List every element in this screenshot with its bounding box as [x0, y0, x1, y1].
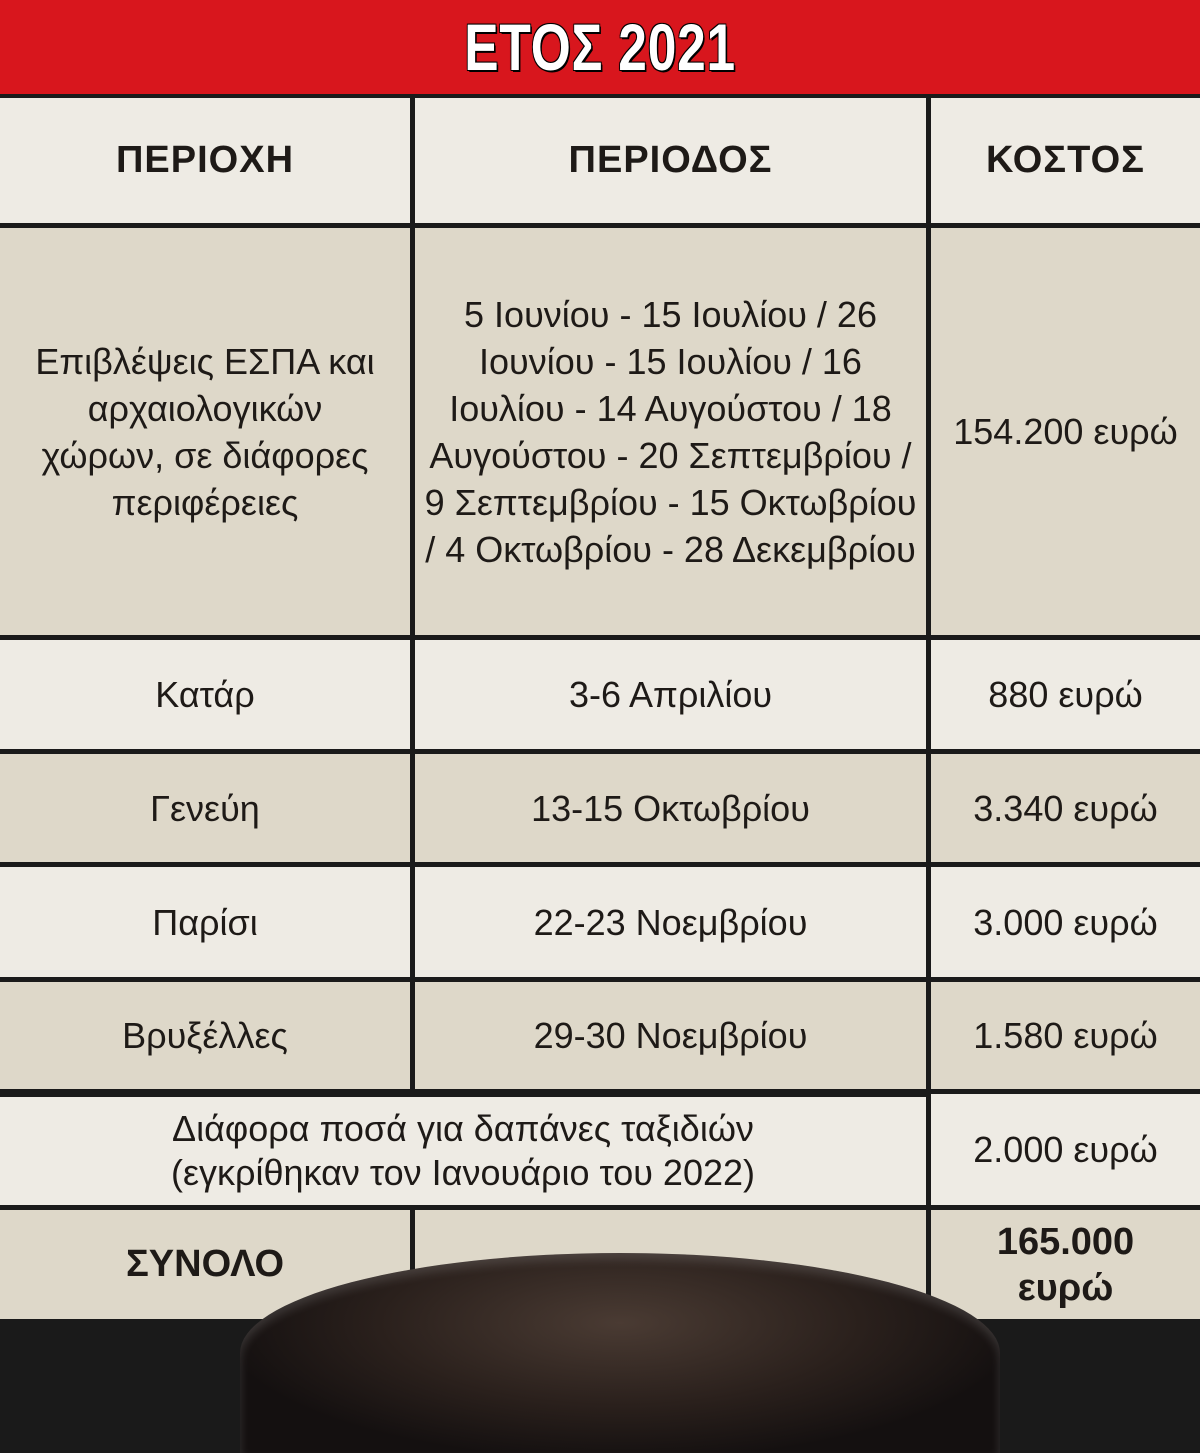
header-period: ΠΕΡΙΟΔΟΣ: [415, 98, 926, 223]
divider-line: [0, 1093, 893, 1097]
person-photo-highlight: [240, 1253, 1000, 1453]
cost-table: [0, 94, 1200, 1319]
table-row-region: Επιβλέψεις ΕΣΠΑ και αρχαιολογικών χώρων, σε διάφορες περιφέρειες: [0, 228, 410, 635]
table-row-period: 5 Ιουνίου - 15 Ιουλίου / 26 Ιουνίου - 15 Ιουλίου / 16 Ιουλίου - 14 Αυγούστου / 18 Αυγούστου - 20 Σεπτεμβρίου / 9 Σεπτεμβρίου - 15 Οκτωβρίου / 4 Οκτωβρίου - 28 Δεκεμβρίου: [415, 228, 926, 635]
table-row-period: 22-23 Νοεμβρίου: [415, 867, 926, 977]
table-row-region: Παρίσι: [0, 867, 410, 977]
total-amount-unit: ευρώ: [1017, 1266, 1114, 1309]
table-row-cost: 880 ευρώ: [931, 640, 1200, 749]
table-title-bar: [0, 0, 1200, 94]
misc-travel-cost: 2.000 ευρώ: [931, 1094, 1200, 1205]
header-cost: ΚΟΣΤΟΣ: [931, 98, 1200, 223]
table-row-cost: 154.200 ευρώ: [931, 228, 1200, 635]
table-row-cost: 1.580 ευρώ: [931, 982, 1200, 1089]
table-row-cost: 3.000 ευρώ: [931, 867, 1200, 977]
table-row-period: 3-6 Απριλίου: [415, 640, 926, 749]
table-row-region: Κατάρ: [0, 640, 410, 749]
total-label: ΣΥΝΟΛΟ: [0, 1210, 410, 1319]
misc-travel-label: [0, 1097, 926, 1205]
table-row-period: 13-15 Οκτωβρίου: [415, 754, 926, 862]
table-row-region: Γενεύη: [0, 754, 410, 862]
total-amount-value: 165.000: [996, 1220, 1135, 1263]
misc-label-line1: Διάφορα ποσά για δαπάνες ταξιδιών: [172, 1108, 754, 1149]
misc-label-line2: (εγκρίθηκαν τον Ιανουάριο του 2022): [171, 1152, 755, 1193]
header-region: ΠΕΡΙΟΧΗ: [0, 98, 410, 223]
table-title: ΕΤΟΣ 2021: [464, 10, 736, 84]
total-amount: [931, 1210, 1200, 1319]
table-row-cost: 3.340 ευρώ: [931, 754, 1200, 862]
table-row-region: Βρυξέλλες: [0, 982, 410, 1089]
table-row-period: 29-30 Νοεμβρίου: [415, 982, 926, 1089]
